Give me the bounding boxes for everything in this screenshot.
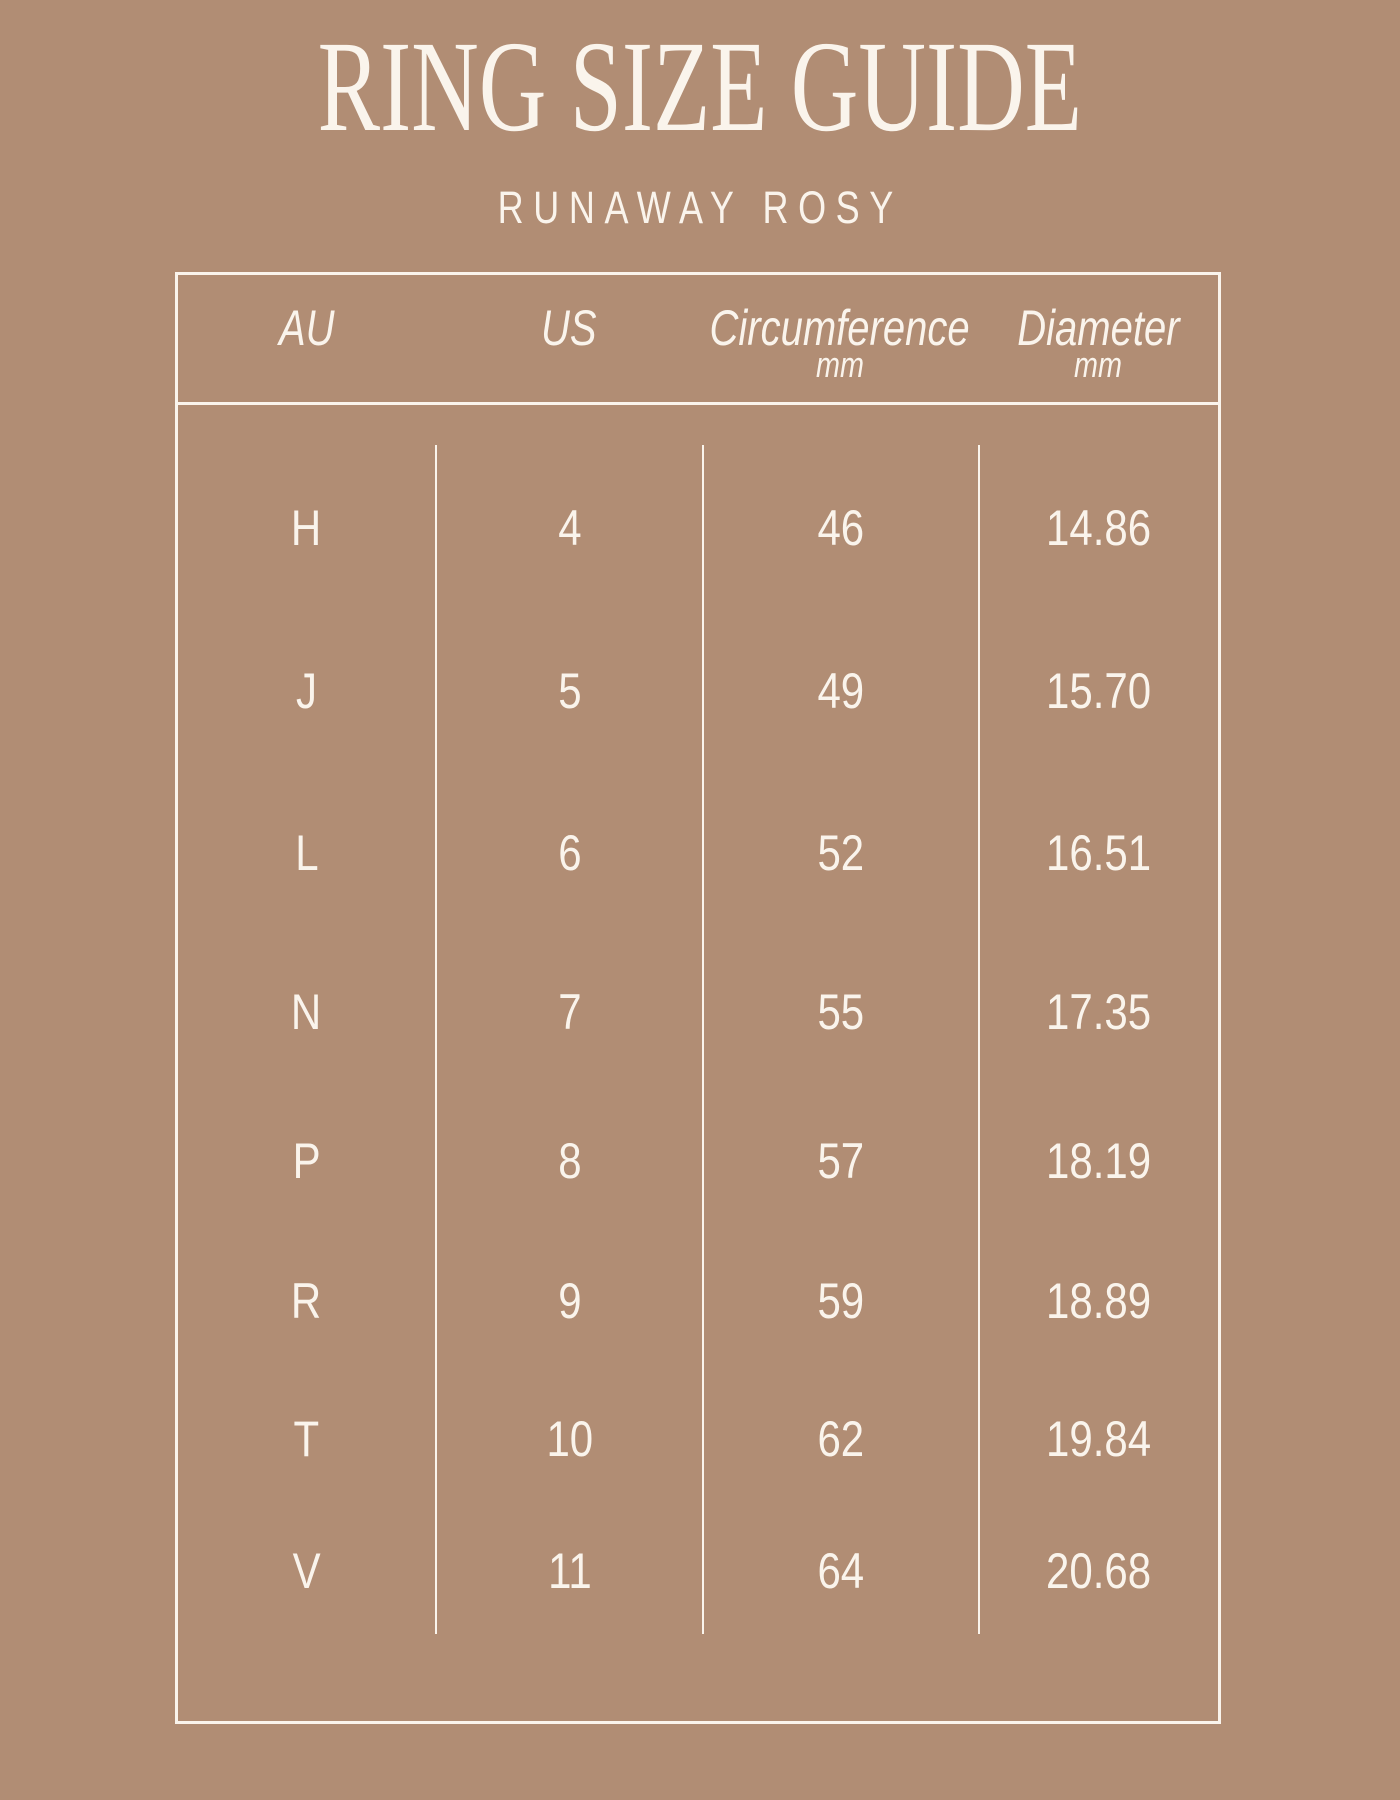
cell-au-value: L bbox=[294, 824, 319, 881]
circumference-unit-label: mm bbox=[815, 344, 864, 385]
column-header-au bbox=[178, 275, 435, 402]
cell-circumference bbox=[702, 1090, 978, 1232]
cell-us bbox=[435, 1508, 702, 1634]
cell-circumference-value: 49 bbox=[817, 663, 865, 719]
cell-us-value: 7 bbox=[557, 983, 582, 1040]
column-header-diameter bbox=[978, 275, 1218, 402]
cell-circumference-value: 62 bbox=[817, 1411, 865, 1467]
column-header-us bbox=[435, 275, 702, 402]
cell-au-value: J bbox=[296, 663, 317, 719]
table-body bbox=[178, 405, 1218, 1721]
cell-diameter bbox=[978, 933, 1218, 1090]
cell-us-value: 4 bbox=[557, 499, 582, 556]
column-header-diameter-label: Diameter bbox=[1016, 300, 1180, 356]
cell-circumference-value: 46 bbox=[817, 499, 865, 556]
cell-diameter bbox=[978, 1232, 1218, 1370]
page-title-text: RING SIZE GUIDE bbox=[317, 15, 1083, 159]
table-row bbox=[178, 1090, 1218, 1232]
table-row bbox=[178, 405, 1218, 610]
cell-au-value: R bbox=[291, 1273, 322, 1329]
cell-au-value: N bbox=[291, 983, 322, 1040]
table-row bbox=[178, 1370, 1218, 1508]
cell-us-value: 5 bbox=[557, 663, 582, 719]
cell-us bbox=[435, 445, 702, 610]
brand-name bbox=[0, 182, 1400, 233]
cell-us-value: 11 bbox=[547, 1543, 592, 1599]
cell-diameter bbox=[978, 610, 1218, 772]
cell-circumference bbox=[702, 1370, 978, 1508]
table-row bbox=[178, 1232, 1218, 1370]
cell-circumference-value: 52 bbox=[817, 824, 865, 881]
cell-us bbox=[435, 933, 702, 1090]
cell-au-value: V bbox=[292, 1543, 321, 1599]
cell-us-value: 6 bbox=[557, 824, 582, 881]
cell-au bbox=[178, 1370, 435, 1508]
cell-au-value: T bbox=[293, 1411, 320, 1467]
cell-au-value: H bbox=[291, 499, 322, 556]
cell-diameter-value: 16.51 bbox=[1046, 824, 1152, 881]
cell-diameter bbox=[978, 1508, 1218, 1634]
cell-circumference-value: 55 bbox=[817, 983, 865, 1040]
cell-au bbox=[178, 1090, 435, 1232]
cell-us-value: 9 bbox=[557, 1273, 582, 1329]
column-header-circumference-label: Circumference bbox=[709, 300, 971, 356]
cell-au bbox=[178, 933, 435, 1090]
table-row bbox=[178, 1508, 1218, 1721]
cell-diameter bbox=[978, 1090, 1218, 1232]
cell-circumference-value: 57 bbox=[817, 1133, 865, 1189]
table-row bbox=[178, 933, 1218, 1090]
cell-diameter bbox=[978, 445, 1218, 610]
table-row bbox=[178, 610, 1218, 772]
cell-circumference bbox=[702, 933, 978, 1090]
cell-us bbox=[435, 610, 702, 772]
cell-au bbox=[178, 445, 435, 610]
cell-au-value: P bbox=[292, 1133, 321, 1189]
cell-us bbox=[435, 1232, 702, 1370]
cell-au bbox=[178, 1508, 435, 1634]
cell-au bbox=[178, 1232, 435, 1370]
cell-circumference bbox=[702, 445, 978, 610]
cell-circumference-value: 59 bbox=[817, 1273, 865, 1329]
cell-diameter bbox=[978, 772, 1218, 933]
column-header-au-label: AU bbox=[278, 300, 335, 356]
cell-diameter-value: 19.84 bbox=[1046, 1411, 1152, 1467]
cell-au bbox=[178, 772, 435, 933]
cell-us bbox=[435, 1370, 702, 1508]
table-row bbox=[178, 772, 1218, 933]
cell-us bbox=[435, 1090, 702, 1232]
cell-us bbox=[435, 772, 702, 933]
ring-size-table bbox=[175, 272, 1221, 1724]
cell-circumference bbox=[702, 772, 978, 933]
table-header-row bbox=[178, 275, 1218, 405]
cell-circumference bbox=[702, 1508, 978, 1634]
cell-circumference bbox=[702, 610, 978, 772]
cell-diameter-value: 17.35 bbox=[1046, 983, 1152, 1040]
cell-us-value: 10 bbox=[546, 1411, 593, 1467]
cell-circumference-value: 64 bbox=[817, 1543, 865, 1599]
cell-diameter-value: 20.68 bbox=[1046, 1543, 1152, 1599]
cell-diameter-value: 15.70 bbox=[1046, 663, 1152, 719]
page-title bbox=[0, 15, 1400, 159]
cell-au bbox=[178, 610, 435, 772]
cell-circumference bbox=[702, 1232, 978, 1370]
cell-diameter-value: 14.86 bbox=[1046, 499, 1152, 556]
column-header-us-label: US bbox=[540, 300, 597, 356]
cell-diameter-value: 18.89 bbox=[1046, 1273, 1152, 1329]
diameter-unit-label: mm bbox=[1073, 344, 1122, 385]
cell-diameter bbox=[978, 1370, 1218, 1508]
brand-name-text: RUNAWAY ROSY bbox=[497, 182, 903, 233]
column-header-circumference bbox=[702, 275, 978, 402]
cell-diameter-value: 18.19 bbox=[1046, 1133, 1152, 1189]
cell-us-value: 8 bbox=[557, 1133, 582, 1189]
